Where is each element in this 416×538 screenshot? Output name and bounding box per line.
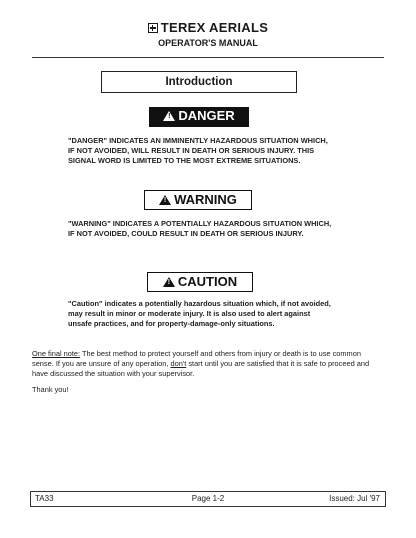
footer-issued-date: Issued: Jul '97 bbox=[329, 494, 380, 503]
page-footer bbox=[30, 491, 386, 507]
thank-you-text: Thank you! bbox=[32, 385, 69, 394]
final-note-text-2: start until you are satisfied that it is safe to proceed and have discussed the situation with your supervisor. bbox=[32, 359, 370, 378]
danger-signal-box bbox=[149, 107, 249, 127]
final-note-label: One final note: bbox=[32, 349, 81, 358]
final-note-emphasis: don't bbox=[170, 359, 187, 368]
warning-signal-box bbox=[144, 190, 252, 210]
brand-name: TEREX AERIALS bbox=[160, 20, 269, 35]
manual-subtitle: OPERATOR'S MANUAL bbox=[158, 38, 258, 48]
section-title: Introduction bbox=[101, 71, 297, 93]
footer-doc-id: TA33 bbox=[35, 494, 54, 503]
brand-title bbox=[30, 20, 386, 35]
caution-label: CAUTION bbox=[177, 274, 238, 289]
final-note-paragraph bbox=[32, 349, 384, 379]
caution-description: "Caution" indicates a potentially hazardous situation which, if not avoided, may result in minor or moderate injury. It is also used to alert against unsafe practices, and for property-damage-only situations. bbox=[68, 299, 331, 328]
warning-triangle-icon: ! bbox=[159, 195, 171, 205]
danger-description: "DANGER" INDICATES AN IMMINENTLY HAZARDOUS SITUATION WHICH, IF NOT AVOIDED, WILL RESULT IN DEATH OR SERIOUS INJURY. THIS SIGNAL WORD IS LIMITED TO THE MOST EXTREME SITUATIONS. bbox=[68, 136, 328, 165]
warning-triangle-icon: ! bbox=[163, 111, 175, 121]
warning-description: "WARNING" INDICATES A POTENTIALLY HAZARDOUS SITUATION WHICH, IF NOT AVOIDED, COULD RESULT IN DEATH OR SERIOUS INJURY. bbox=[68, 219, 332, 238]
header-divider bbox=[32, 57, 384, 58]
warning-label: WARNING bbox=[174, 192, 237, 207]
final-note-text-1: The best method to protect yourself and others from injury or death is to use common sense. If you are unsure of any operation, bbox=[32, 349, 361, 368]
warning-triangle-icon: ! bbox=[163, 277, 175, 287]
danger-label: DANGER bbox=[178, 108, 235, 123]
footer-page-number: Page 1-2 bbox=[191, 494, 225, 503]
document-header bbox=[30, 20, 386, 48]
terex-logo-icon bbox=[148, 23, 158, 33]
caution-signal-box bbox=[147, 272, 253, 292]
